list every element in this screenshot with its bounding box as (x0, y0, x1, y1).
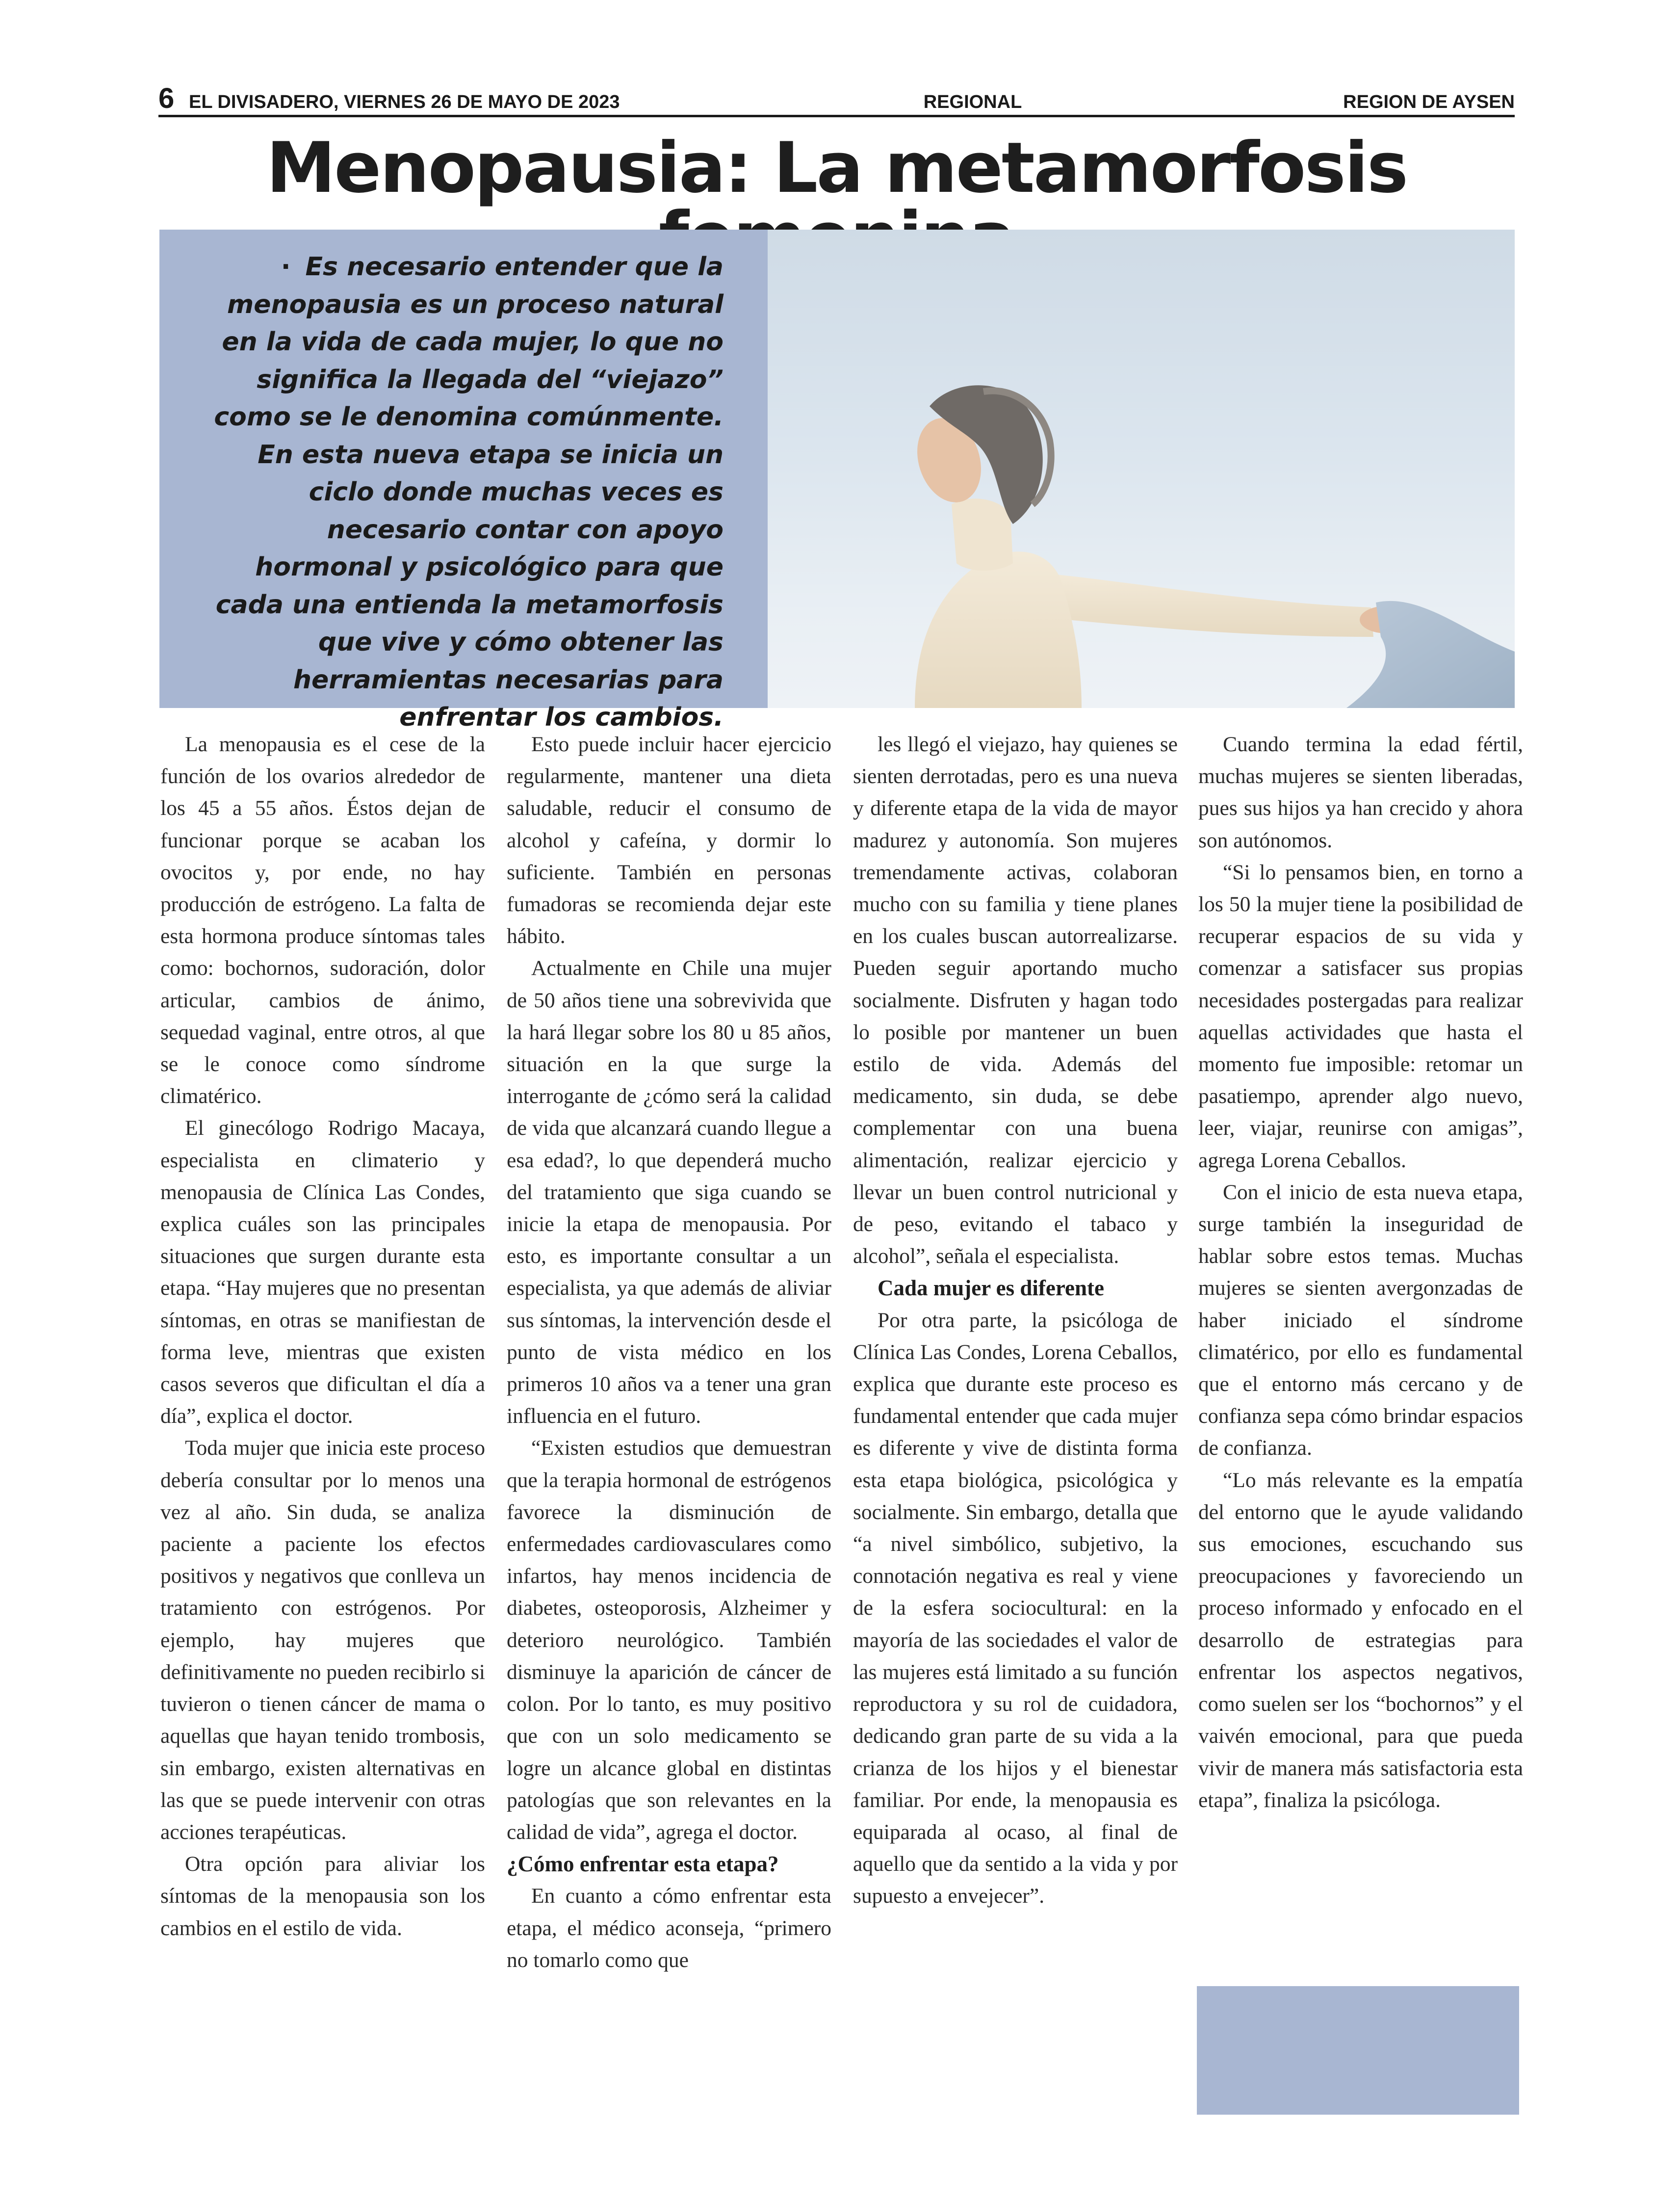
lead-box (159, 230, 768, 732)
paragraph: El ginecólogo Rodrigo Macaya, especialista en climaterio y menopausia de Clínica Las Condes, explica cuáles son las principales situaciones que surgen durante esta etapa. “Hay mujeres que no presentan síntomas, en otras se manifiestan de forma leve, mientras que existen casos severos que dificultan el día a día”, explica el doctor. (160, 1116, 485, 1428)
lead-text: Es necesario entender que la menopausia es un proceso natural en la vida de cada mujer, lo que no significa la llegada del “viejazo” como se le denomina comúnmente. En esta nueva etapa se inicia un ciclo donde muchas veces es necesario contar con apoyo hormonal y psicológico para que cada una entienda la metamorfosis que vive y cómo obtener las herramientas necesarias para enfrentar los cambios. (214, 252, 724, 732)
newspaper-date: EL DIVISADERO, VIERNES 26 DE MAYO DE 2023 (189, 92, 620, 112)
bullet-icon: · (281, 252, 291, 282)
paragraph: En cuanto a cómo enfrentar esta etapa, el médico aconseja, “primero no tomarlo como que (507, 1884, 831, 1972)
article-column-2 (507, 729, 831, 1976)
paragraph: Esto puede incluir hacer ejercicio regularmente, mantener una dieta saludable, reducir el consumo de alcohol y cafeína, y dormir lo suficiente. También en personas fumadoras se recomienda dejar este hábito. (507, 733, 831, 948)
headline: Menopausia: La metamorfosis (266, 128, 1407, 209)
paragraph: Otra opción para aliviar los síntomas de la menopausia son los cambios en el estilo de vida. (160, 1852, 485, 1940)
region-name: REGION DE AYSEN (1343, 92, 1515, 112)
page-header (158, 83, 1515, 117)
decorative-box (1197, 1986, 1519, 2115)
woman-arms-outstretched-photo (768, 230, 1515, 708)
lead-paragraph (184, 248, 724, 736)
section-name: REGIONAL (923, 92, 1022, 112)
paragraph: Actualmente en Chile una mujer de 50 años tiene una sobrevivida que la hará llegar sobre los 80 u 85 años, situación en la que surge la interrogante de ¿cómo será la calidad de vida que alcanzará cuando llegue a esa edad?, lo que dependerá mucho del tratamiento que siga cuando se inicie la etapa de menopausia. Por esto, es importante consultar a un especialista, ya que además de aliviar sus síntomas, la intervención desde el punto de vista médico en los primeros 10 años va a tener una gran influencia en el futuro. (507, 956, 831, 1428)
subheading: ¿Cómo enfrentar esta etapa? (507, 1852, 779, 1877)
page-number: 6 (158, 82, 175, 114)
paragraph: les llegó el viejazo, hay quienes se sienten derrotadas, pero es una nueva y diferente etapa de la vida de mayor madurez y autonomía. Son mujeres tremendamente activas, colaboran mucho con su familia y tiene planes en los cuales buscan autorrealizarse. Pueden seguir aportando mucho socialmente. Disfruten y hagan todo lo posible por mantener un buen estilo de vida. Además del medicamento, sin duda, se debe complementar con una buena alimentación, realizar ejercicio y llevar un buen control nutricional y de peso, evitando el tabaco y alcohol”, señala el especialista. (853, 733, 1178, 1268)
article-column-1 (160, 729, 485, 1944)
paragraph: La menopausia es el cese de la función de los ovarios alrededor de los 45 a 55 años. Éstos dejan de funcionar porque se acaban los ovocitos y, por ende, no hay producción de estrógeno. La falta de esta hormona produce síntomas tales como: bochornos, sudoración, dolor articular, cambios de ánimo, sequedad vaginal, entre otros, al que se le conoce como síndrome climatérico. (160, 733, 485, 1108)
paragraph: “Lo más relevante es la empatía del entorno que le ayude validando sus emociones, escuchando sus preocupaciones y favoreciendo un proceso informado y enfocado en el desarrollo de estrategias para enfrentar los aspectos negativos, como suelen ser los “bochornos” y el vaivén emocional, para que pueda vivir de manera más satisfactoria esta etapa”, finaliza la psicóloga. (1198, 1468, 1523, 1812)
article-column-3 (853, 729, 1178, 1913)
article-column-4 (1198, 729, 1523, 1816)
photo-illustration (768, 230, 1515, 708)
paragraph: Con el inicio de esta nueva etapa, surge también la inseguridad de hablar sobre estos temas. Muchas mujeres se sienten avergonzadas de haber iniciado el síndrome climatérico, por ello es fundamental que el entorno más cercano y de confianza sepa cómo brindar espacios de confianza. (1198, 1180, 1523, 1460)
subheading: Cada mujer es diferente (878, 1276, 1104, 1301)
paragraph: Toda mujer que inicia este proceso debería consultar por lo menos una vez al año. Sin duda, se analiza paciente a paciente los efectos positivos y negativos que conlleva un tratamiento con estrógenos. Por ejemplo, hay mujeres que definitivamente no pueden recibirlo si tuvieron o tienen cáncer de mama o aquellas que hayan tenido trombosis, sin embargo, existen alternativas en las que se puede intervenir con otras acciones terapéuticas. (160, 1436, 485, 1844)
paragraph: “Si lo pensamos bien, en torno a los 50 la mujer tiene la posibilidad de recuperar espacios de su vida y comenzar a satisfacer sus propias necesidades postergadas para realizar aquellas actividades que hasta el momento fue imposible: retomar un pasatiempo, aprender algo nuevo, leer, viajar, reunirse con amigas”, agrega Lorena Ceballos. (1198, 860, 1523, 1172)
paragraph: Cuando termina la edad fértil, muchas mujeres se sienten liberadas, pues sus hijos ya han crecido y ahora son autónomos. (1198, 733, 1523, 852)
paragraph: “Existen estudios que demuestran que la terapia hormonal de estrógenos favorece la disminución de enfermedades cardiovasculares como infartos, hay menos incidencia de diabetes, osteoporosis, Alzheimer y deterioro neurológico. También disminuye la aparición de cáncer de colon. Por lo tanto, es muy positivo que con un solo medicamento se logre un alcance global en distintas patologías que son relevantes en la calidad de vida”, agrega el doctor. (507, 1436, 831, 1844)
paragraph: Por otra parte, la psicóloga de Clínica Las Condes, Lorena Ceballos, explica que durante este proceso es fundamental entender que cada mujer es diferente y vive de distinta forma esta etapa biológica, psicológica y socialmente. Sin embargo, detalla que “a nivel simbólico, subjetivo, la connotación negativa es real y viene de la esfera sociocultural: en la mayoría de las sociedades el valor de las mujeres está limitado a su función reproductora y su rol de cuidadora, dedicando gran parte de su vida a la crianza de los hijos y el bienestar familiar. Por ende, la menopausia es equiparada al ocaso, al final de aquello que da sentido a la vida y por supuesto a envejecer”. (853, 1308, 1178, 1908)
